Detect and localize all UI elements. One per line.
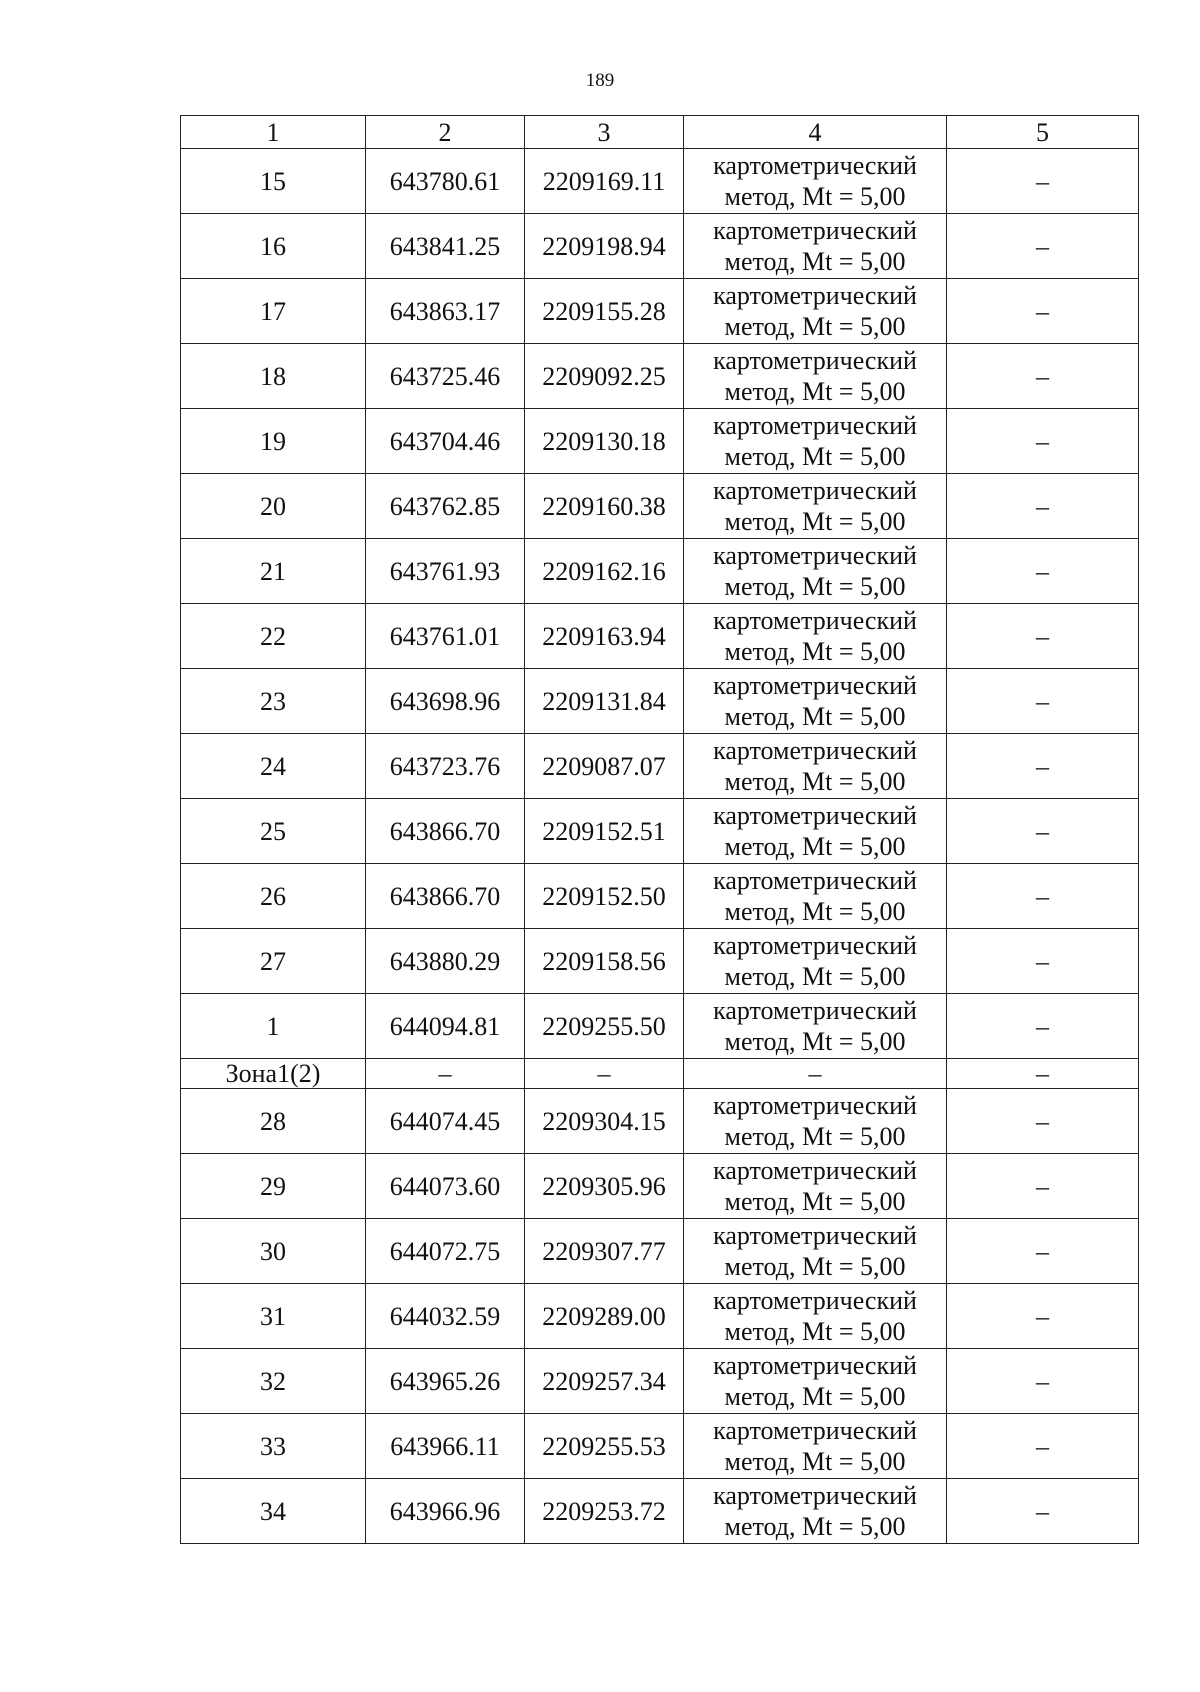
cell-method	[684, 604, 947, 669]
method-name: картометрический	[713, 1286, 917, 1315]
method-name: картометрический	[713, 671, 917, 700]
cell-method	[684, 409, 947, 474]
method-name: картометрический	[713, 281, 917, 310]
method-accuracy: метод, Mt = 5,00	[724, 767, 906, 796]
method-accuracy: метод, Mt = 5,00	[724, 832, 906, 861]
cell-c2: 643761.93	[366, 539, 525, 604]
header-cell-3: 3	[525, 116, 684, 149]
method-name: картометрический	[713, 151, 917, 180]
cell-c3: 2209087.07	[525, 734, 684, 799]
cell-c1: 19	[181, 409, 366, 474]
method-name: картометрический	[713, 931, 917, 960]
cell-c5: –	[947, 344, 1139, 409]
cell-c2: 644032.59	[366, 1284, 525, 1349]
cell-method	[684, 1284, 947, 1349]
cell-c2: 644073.60	[366, 1154, 525, 1219]
table-row	[181, 929, 1139, 994]
zone-cell-c3: –	[525, 1059, 684, 1089]
cell-c5: –	[947, 1479, 1139, 1544]
method-accuracy: метод, Mt = 5,00	[724, 377, 906, 406]
table-row	[181, 1154, 1139, 1219]
cell-c3: 2209305.96	[525, 1154, 684, 1219]
table-row	[181, 1414, 1139, 1479]
cell-c5: –	[947, 929, 1139, 994]
cell-c5: –	[947, 994, 1139, 1059]
cell-c1: 25	[181, 799, 366, 864]
cell-c5: –	[947, 1154, 1139, 1219]
method-name: картометрический	[713, 1156, 917, 1185]
cell-c2: 643698.96	[366, 669, 525, 734]
cell-c3: 2209158.56	[525, 929, 684, 994]
table-row	[181, 1089, 1139, 1154]
method-name: картометрический	[713, 801, 917, 830]
zone-cell-c1: Зона1(2)	[181, 1059, 366, 1089]
table-row	[181, 539, 1139, 604]
method-accuracy: метод, Mt = 5,00	[724, 247, 906, 276]
cell-c1: 16	[181, 214, 366, 279]
cell-c1: 29	[181, 1154, 366, 1219]
method-accuracy: метод, Mt = 5,00	[724, 1512, 906, 1541]
cell-c2: 644094.81	[366, 994, 525, 1059]
cell-c3: 2209255.53	[525, 1414, 684, 1479]
header-cell-4: 4	[684, 116, 947, 149]
method-name: картометрический	[713, 411, 917, 440]
cell-c1: 18	[181, 344, 366, 409]
cell-c5: –	[947, 539, 1139, 604]
method-name: картометрический	[713, 736, 917, 765]
cell-c1: 22	[181, 604, 366, 669]
cell-method	[684, 539, 947, 604]
method-accuracy: метод, Mt = 5,00	[724, 572, 906, 601]
method-accuracy: метод, Mt = 5,00	[724, 897, 906, 926]
cell-method	[684, 734, 947, 799]
cell-c1: 21	[181, 539, 366, 604]
cell-method	[684, 1089, 947, 1154]
cell-method	[684, 149, 947, 214]
cell-c2: 643723.76	[366, 734, 525, 799]
cell-method	[684, 1479, 947, 1544]
cell-c2: 643725.46	[366, 344, 525, 409]
method-name: картометрический	[713, 476, 917, 505]
cell-c2: 643762.85	[366, 474, 525, 539]
cell-c3: 2209304.15	[525, 1089, 684, 1154]
cell-c1: 20	[181, 474, 366, 539]
cell-c2: 643965.26	[366, 1349, 525, 1414]
method-accuracy: метод, Mt = 5,00	[724, 702, 906, 731]
cell-method	[684, 1349, 947, 1414]
cell-method	[684, 864, 947, 929]
method-name: картометрический	[713, 866, 917, 895]
cell-c2: 644072.75	[366, 1219, 525, 1284]
method-accuracy: метод, Mt = 5,00	[724, 507, 906, 536]
cell-method	[684, 669, 947, 734]
cell-method	[684, 929, 947, 994]
table-row	[181, 604, 1139, 669]
cell-method	[684, 1219, 947, 1284]
cell-c1: 27	[181, 929, 366, 994]
cell-c5: –	[947, 734, 1139, 799]
table-row	[181, 669, 1139, 734]
cell-c3: 2209160.38	[525, 474, 684, 539]
cell-c1: 30	[181, 1219, 366, 1284]
table-row	[181, 994, 1139, 1059]
cell-c5: –	[947, 1349, 1139, 1414]
cell-c1: 33	[181, 1414, 366, 1479]
cell-c3: 2209131.84	[525, 669, 684, 734]
cell-method	[684, 994, 947, 1059]
method-accuracy: метод, Mt = 5,00	[724, 1382, 906, 1411]
cell-c5: –	[947, 1089, 1139, 1154]
cell-c2: 643761.01	[366, 604, 525, 669]
cell-c2: 643866.70	[366, 864, 525, 929]
method-name: картометрический	[713, 216, 917, 245]
header-cell-2: 2	[366, 116, 525, 149]
cell-c3: 2209092.25	[525, 344, 684, 409]
cell-c1: 15	[181, 149, 366, 214]
cell-c5: –	[947, 1414, 1139, 1479]
table-row	[181, 1284, 1139, 1349]
zone-cell-c4: –	[684, 1059, 947, 1089]
method-accuracy: метод, Mt = 5,00	[724, 962, 906, 991]
cell-c3: 2209163.94	[525, 604, 684, 669]
table-row	[181, 734, 1139, 799]
cell-c2: 643841.25	[366, 214, 525, 279]
method-name: картометрический	[713, 996, 917, 1025]
cell-c5: –	[947, 149, 1139, 214]
header-cell-1: 1	[181, 116, 366, 149]
method-name: картометрический	[713, 1351, 917, 1380]
table-row	[181, 214, 1139, 279]
cell-c5: –	[947, 864, 1139, 929]
cell-method	[684, 344, 947, 409]
cell-c2: 644074.45	[366, 1089, 525, 1154]
page-number: 189	[585, 70, 615, 91]
method-name: картометрический	[713, 1091, 917, 1120]
zone-row	[181, 1059, 1139, 1089]
coordinates-table	[180, 115, 1139, 1544]
method-accuracy: метод, Mt = 5,00	[724, 1027, 906, 1056]
cell-c3: 2209198.94	[525, 214, 684, 279]
method-accuracy: метод, Mt = 5,00	[724, 1252, 906, 1281]
method-name: картометрический	[713, 1481, 917, 1510]
method-accuracy: метод, Mt = 5,00	[724, 1122, 906, 1151]
method-accuracy: метод, Mt = 5,00	[724, 312, 906, 341]
zone-cell-c2: –	[366, 1059, 525, 1089]
cell-c3: 2209307.77	[525, 1219, 684, 1284]
cell-method	[684, 214, 947, 279]
cell-c2: 643880.29	[366, 929, 525, 994]
zone-cell-c5: –	[947, 1059, 1139, 1089]
method-name: картометрический	[713, 541, 917, 570]
cell-method	[684, 1414, 947, 1479]
cell-c5: –	[947, 799, 1139, 864]
cell-c5: –	[947, 409, 1139, 474]
cell-c5: –	[947, 1219, 1139, 1284]
cell-c3: 2209152.50	[525, 864, 684, 929]
cell-c1: 17	[181, 279, 366, 344]
cell-method	[684, 799, 947, 864]
method-name: картометрический	[713, 1221, 917, 1250]
cell-c3: 2209162.16	[525, 539, 684, 604]
method-accuracy: метод, Mt = 5,00	[724, 182, 906, 211]
cell-c3: 2209169.11	[525, 149, 684, 214]
method-accuracy: метод, Mt = 5,00	[724, 637, 906, 666]
cell-c5: –	[947, 604, 1139, 669]
cell-c2: 643780.61	[366, 149, 525, 214]
cell-c5: –	[947, 214, 1139, 279]
cell-c2: 643966.96	[366, 1479, 525, 1544]
cell-c1: 31	[181, 1284, 366, 1349]
cell-method	[684, 474, 947, 539]
cell-c1: 28	[181, 1089, 366, 1154]
cell-c5: –	[947, 1284, 1139, 1349]
cell-c2: 643966.11	[366, 1414, 525, 1479]
table-row	[181, 279, 1139, 344]
cell-c1: 26	[181, 864, 366, 929]
method-name: картометрический	[713, 1416, 917, 1445]
method-accuracy: метод, Mt = 5,00	[724, 1317, 906, 1346]
header-row	[181, 116, 1139, 149]
method-name: картометрический	[713, 346, 917, 375]
table-row	[181, 409, 1139, 474]
table-row	[181, 149, 1139, 214]
cell-c3: 2209155.28	[525, 279, 684, 344]
cell-c2: 643704.46	[366, 409, 525, 474]
cell-c2: 643866.70	[366, 799, 525, 864]
method-name: картометрический	[713, 606, 917, 635]
method-accuracy: метод, Mt = 5,00	[724, 442, 906, 471]
cell-c5: –	[947, 474, 1139, 539]
cell-c1: 23	[181, 669, 366, 734]
cell-method	[684, 279, 947, 344]
cell-c3: 2209257.34	[525, 1349, 684, 1414]
method-accuracy: метод, Mt = 5,00	[724, 1187, 906, 1216]
cell-c3: 2209152.51	[525, 799, 684, 864]
cell-c1: 34	[181, 1479, 366, 1544]
table-row	[181, 1349, 1139, 1414]
table-row	[181, 799, 1139, 864]
cell-c2: 643863.17	[366, 279, 525, 344]
table-row	[181, 1219, 1139, 1284]
cell-c3: 2209130.18	[525, 409, 684, 474]
cell-c3: 2209289.00	[525, 1284, 684, 1349]
table-row	[181, 474, 1139, 539]
cell-c1: 1	[181, 994, 366, 1059]
cell-c1: 24	[181, 734, 366, 799]
table-row	[181, 1479, 1139, 1544]
table-row	[181, 344, 1139, 409]
cell-method	[684, 1154, 947, 1219]
header-cell-5: 5	[947, 116, 1139, 149]
cell-c3: 2209255.50	[525, 994, 684, 1059]
cell-c3: 2209253.72	[525, 1479, 684, 1544]
method-accuracy: метод, Mt = 5,00	[724, 1447, 906, 1476]
cell-c1: 32	[181, 1349, 366, 1414]
cell-c5: –	[947, 279, 1139, 344]
table-row	[181, 864, 1139, 929]
cell-c5: –	[947, 669, 1139, 734]
table-body	[181, 116, 1139, 1544]
